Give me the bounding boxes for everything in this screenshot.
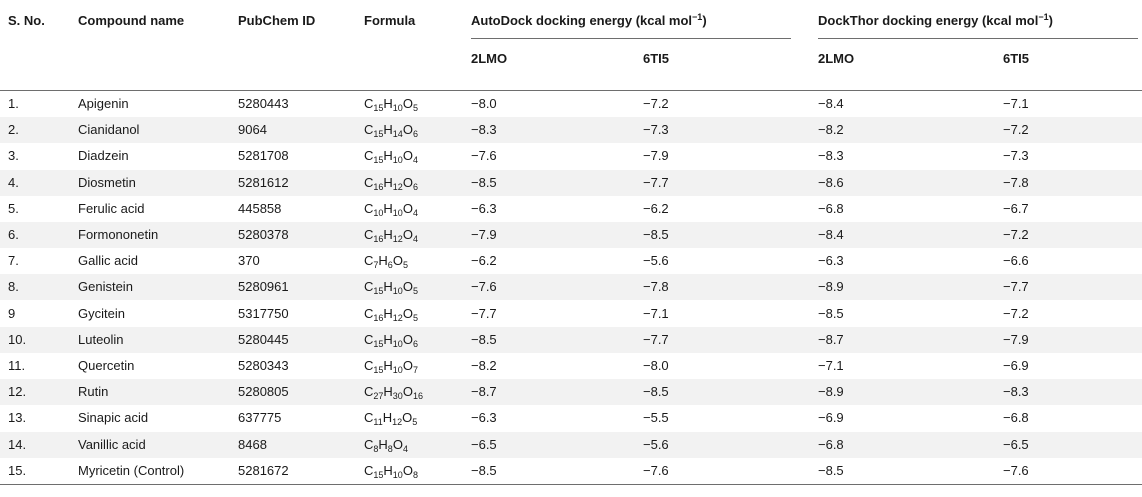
row-sno: 7. — [8, 253, 19, 269]
formula-element: C — [364, 279, 374, 295]
formula-subscript: 16 — [373, 181, 384, 192]
header-pubchem-id: PubChem ID — [238, 13, 316, 28]
row-autodock-6ti5: −7.7 — [643, 174, 669, 190]
formula-subscript: 15 — [373, 469, 384, 480]
formula-subscript: 5 — [412, 312, 418, 323]
row-dockthor-2lmo: −7.1 — [818, 358, 844, 373]
formula-element: H — [383, 174, 393, 190]
row-dockthor-6ti5: −7.7 — [1003, 279, 1029, 295]
row-formula — [364, 252, 408, 269]
formula-element: H — [383, 227, 393, 242]
row-autodock-6ti5: −7.9 — [643, 148, 669, 164]
row-autodock-6ti5: −7.1 — [643, 305, 669, 321]
header-autodock-exponent: −1 — [692, 12, 703, 22]
formula-subscript: 15 — [373, 365, 384, 375]
formula-element: C — [364, 462, 374, 478]
table-row — [0, 143, 1142, 169]
formula-subscript: 11 — [373, 417, 383, 428]
formula-subscript: 6 — [412, 129, 418, 140]
formula-element: C — [364, 174, 374, 190]
row-pubchem-id: 5281672 — [238, 462, 289, 478]
formula-subscript: 6 — [387, 260, 393, 271]
row-compound-name: Vanillic acid — [78, 436, 146, 452]
formula-element: H — [378, 253, 388, 269]
row-pubchem-id: 8468 — [238, 436, 267, 452]
row-autodock-2lmo: −7.6 — [471, 279, 497, 295]
table-row — [0, 117, 1142, 143]
formula-element: H — [383, 462, 393, 478]
row-compound-name: Diadzein — [78, 148, 129, 164]
row-autodock-2lmo: −8.5 — [471, 331, 497, 347]
formula-subscript: 4 — [412, 207, 418, 218]
formula-subscript: 10 — [392, 207, 403, 218]
table-row — [0, 301, 1142, 327]
formula-element: C — [364, 410, 374, 426]
row-formula — [364, 200, 418, 217]
table-row — [0, 91, 1142, 117]
formula-element: C — [364, 148, 374, 164]
row-autodock-6ti5: −8.5 — [643, 227, 669, 242]
formula-subscript: 12 — [392, 417, 403, 428]
row-autodock-6ti5: −7.8 — [643, 279, 669, 295]
header-dockthor-2lmo: 2LMO — [818, 51, 855, 66]
header-dockthor-exponent: −1 — [1038, 12, 1049, 22]
formula-element: O — [402, 384, 413, 400]
formula-element: H — [383, 279, 393, 295]
row-sno: 5. — [8, 200, 19, 216]
row-dockthor-6ti5: −7.2 — [1003, 122, 1029, 138]
row-sno: 4. — [8, 174, 19, 190]
formula-subscript: 27 — [373, 391, 384, 402]
row-dockthor-6ti5: −7.1 — [1003, 96, 1029, 111]
row-sno: 3. — [8, 148, 19, 164]
row-dockthor-2lmo: −6.8 — [818, 436, 844, 452]
row-dockthor-6ti5: −8.3 — [1003, 384, 1029, 400]
row-sno: 8. — [8, 279, 19, 295]
row-autodock-6ti5: −5.5 — [643, 410, 669, 426]
row-compound-name: Luteolin — [78, 331, 124, 347]
row-autodock-2lmo: −8.5 — [471, 174, 497, 190]
formula-element: O — [392, 253, 403, 269]
row-dockthor-6ti5: −6.9 — [1003, 358, 1029, 373]
row-formula — [364, 305, 418, 322]
formula-subscript: 30 — [392, 391, 403, 402]
formula-element: H — [383, 200, 393, 216]
formula-subscript: 8 — [387, 443, 393, 454]
row-compound-name: Gallic acid — [78, 253, 138, 269]
row-formula — [364, 357, 418, 374]
row-autodock-6ti5: −7.3 — [643, 122, 669, 138]
formula-element: H — [383, 384, 393, 400]
row-pubchem-id: 5317750 — [238, 305, 289, 321]
header-autodock-energy — [471, 13, 707, 29]
formula-element: H — [383, 305, 393, 321]
row-autodock-2lmo: −8.7 — [471, 384, 497, 400]
formula-element: O — [402, 462, 413, 478]
row-formula — [364, 383, 423, 400]
row-sno: 10. — [8, 331, 27, 347]
header-dockthor-energy — [818, 13, 1053, 29]
formula-subscript: 8 — [412, 469, 418, 480]
formula-element: C — [364, 331, 374, 347]
row-pubchem-id: 5281708 — [238, 148, 289, 164]
formula-subscript: 12 — [392, 312, 403, 323]
header-autodock-text: AutoDock docking energy (kcal mol — [471, 13, 693, 28]
formula-subscript: 10 — [392, 103, 403, 113]
formula-subscript: 15 — [373, 103, 384, 113]
header-dockthor-close: ) — [1048, 13, 1053, 28]
row-dockthor-2lmo: −8.4 — [818, 96, 844, 111]
formula-element: O — [402, 279, 413, 295]
formula-subscript: 10 — [392, 469, 403, 480]
formula-element: O — [402, 305, 413, 321]
header-dockthor-6ti5: 6TI5 — [1003, 51, 1030, 66]
formula-subscript: 12 — [392, 181, 403, 192]
formula-subscript: 15 — [373, 286, 384, 297]
row-autodock-6ti5: −5.6 — [643, 253, 669, 269]
header-dockthor-text: DockThor docking energy (kcal mol — [818, 13, 1039, 28]
table-row — [0, 379, 1142, 405]
row-sno: 14. — [8, 436, 27, 452]
row-pubchem-id: 637775 — [238, 410, 282, 426]
row-autodock-2lmo: −8.5 — [471, 462, 497, 478]
row-compound-name: Ferulic acid — [78, 200, 145, 216]
formula-element: H — [383, 358, 393, 373]
row-compound-name: Cianidanol — [78, 122, 140, 138]
formula-subscript: 5 — [412, 103, 418, 113]
autodock-group-rule — [471, 38, 791, 39]
formula-subscript: 7 — [373, 260, 379, 271]
formula-element: O — [392, 436, 403, 452]
formula-subscript: 10 — [392, 286, 403, 297]
formula-element: O — [402, 331, 413, 347]
row-sno: 12. — [8, 384, 27, 400]
table-row — [0, 222, 1142, 248]
formula-element: O — [402, 96, 413, 111]
header-autodock-2lmo: 2LMO — [471, 51, 508, 66]
header-autodock-6ti5: 6TI5 — [643, 51, 670, 66]
formula-subscript: 4 — [402, 443, 408, 454]
formula-element: C — [364, 436, 374, 452]
table-bottom-rule — [0, 484, 1142, 485]
formula-subscript: 10 — [392, 365, 403, 375]
formula-subscript: 16 — [412, 391, 423, 402]
row-dockthor-6ti5: −6.6 — [1003, 253, 1029, 269]
row-pubchem-id: 9064 — [238, 122, 267, 138]
formula-subscript: 14 — [392, 129, 403, 140]
formula-element: H — [383, 148, 393, 164]
row-sno: 13. — [8, 410, 27, 426]
row-compound-name: Formononetin — [78, 227, 159, 242]
row-pubchem-id: 370 — [238, 253, 260, 269]
row-pubchem-id: 5280378 — [238, 227, 289, 242]
table-row — [0, 327, 1142, 353]
formula-element: C — [364, 305, 374, 321]
header-sno: S. No. — [8, 13, 45, 28]
row-dockthor-6ti5: −7.3 — [1003, 148, 1029, 164]
table-row — [0, 248, 1142, 274]
formula-element: C — [364, 227, 374, 242]
header-formula: Formula — [364, 13, 416, 28]
row-dockthor-6ti5: −6.7 — [1003, 200, 1029, 216]
table-row — [0, 405, 1142, 431]
row-sno: 6. — [8, 227, 19, 242]
table-row — [0, 458, 1142, 484]
formula-element: O — [402, 122, 413, 138]
row-dockthor-6ti5: −7.2 — [1003, 227, 1029, 242]
formula-subscript: 4 — [412, 234, 418, 244]
row-formula — [364, 462, 418, 479]
formula-element: O — [402, 148, 413, 164]
row-autodock-6ti5: −7.2 — [643, 96, 669, 111]
formula-element: O — [402, 200, 413, 216]
row-compound-name: Rutin — [78, 384, 109, 400]
formula-element: O — [402, 410, 413, 426]
row-autodock-6ti5: −7.7 — [643, 331, 669, 347]
row-dockthor-2lmo: −8.2 — [818, 122, 844, 138]
row-compound-name: Genistein — [78, 279, 133, 295]
row-sno: 15. — [8, 462, 27, 478]
row-dockthor-2lmo: −8.5 — [818, 305, 844, 321]
formula-subscript: 8 — [373, 443, 379, 454]
row-compound-name: Diosmetin — [78, 174, 136, 190]
row-autodock-6ti5: −8.0 — [643, 358, 669, 373]
formula-element: H — [382, 410, 393, 426]
row-autodock-2lmo: −6.3 — [471, 410, 497, 426]
formula-element: H — [383, 331, 393, 347]
row-dockthor-2lmo: −6.8 — [818, 200, 844, 216]
row-dockthor-6ti5: −6.5 — [1003, 436, 1029, 452]
row-autodock-2lmo: −8.0 — [471, 96, 497, 111]
row-dockthor-2lmo: −8.9 — [818, 384, 844, 400]
row-autodock-2lmo: −7.6 — [471, 148, 497, 164]
header-autodock-close: ) — [702, 13, 707, 28]
formula-element: C — [364, 200, 374, 216]
formula-element: H — [383, 96, 393, 111]
row-autodock-6ti5: −8.5 — [643, 384, 669, 400]
row-dockthor-2lmo: −8.5 — [818, 462, 844, 478]
formula-element: C — [364, 96, 374, 111]
row-dockthor-2lmo: −6.3 — [818, 253, 844, 269]
table-row — [0, 274, 1142, 300]
row-pubchem-id: 5280805 — [238, 384, 289, 400]
table-row — [0, 353, 1142, 379]
row-dockthor-2lmo: −6.9 — [818, 410, 844, 426]
row-autodock-2lmo: −6.3 — [471, 200, 497, 216]
row-sno: 1. — [8, 96, 19, 111]
row-autodock-6ti5: −5.6 — [643, 436, 669, 452]
row-formula — [364, 147, 418, 164]
row-formula — [364, 409, 417, 426]
row-compound-name: Quercetin — [78, 358, 135, 373]
formula-element: H — [378, 436, 388, 452]
row-formula — [364, 331, 418, 348]
row-dockthor-2lmo: −8.9 — [818, 279, 844, 295]
formula-subscript: 5 — [412, 286, 418, 297]
row-sno: 11. — [8, 358, 26, 373]
header-compound-name: Compound name — [78, 13, 185, 28]
row-sno: 9 — [8, 305, 16, 321]
row-formula — [364, 226, 418, 243]
row-autodock-2lmo: −6.2 — [471, 253, 497, 269]
row-sno: 2. — [8, 122, 19, 138]
row-autodock-2lmo: −8.2 — [471, 358, 497, 373]
row-autodock-2lmo: −7.9 — [471, 227, 497, 242]
formula-subscript: 6 — [412, 181, 418, 192]
row-pubchem-id: 5280443 — [238, 96, 289, 111]
table-row — [0, 432, 1142, 458]
row-dockthor-2lmo: −8.7 — [818, 331, 844, 347]
formula-subscript: 10 — [373, 207, 384, 218]
table-row — [0, 170, 1142, 196]
row-pubchem-id: 5280961 — [238, 279, 289, 295]
formula-subscript: 10 — [392, 155, 403, 166]
row-pubchem-id: 445858 — [238, 200, 282, 216]
row-formula — [364, 436, 408, 453]
formula-element: H — [383, 122, 393, 138]
row-dockthor-6ti5: −7.2 — [1003, 305, 1029, 321]
row-dockthor-2lmo: −8.6 — [818, 174, 844, 190]
row-autodock-6ti5: −6.2 — [643, 200, 669, 216]
row-formula — [364, 121, 418, 138]
row-autodock-2lmo: −6.5 — [471, 436, 497, 452]
formula-element: C — [364, 384, 374, 400]
row-dockthor-6ti5: −6.8 — [1003, 410, 1029, 426]
row-formula — [364, 174, 418, 191]
formula-subscript: 16 — [373, 234, 384, 244]
row-compound-name: Myricetin (Control) — [78, 462, 185, 478]
formula-element: C — [364, 358, 374, 373]
formula-subscript: 5 — [402, 260, 408, 271]
row-autodock-2lmo: −7.7 — [471, 305, 497, 321]
formula-subscript: 16 — [373, 312, 384, 323]
row-dockthor-2lmo: −8.4 — [818, 227, 844, 242]
row-dockthor-6ti5: −7.6 — [1003, 462, 1029, 478]
formula-element: C — [364, 122, 374, 138]
table-row — [0, 196, 1142, 222]
formula-subscript: 15 — [373, 129, 384, 140]
formula-subscript: 15 — [373, 338, 384, 349]
row-formula — [364, 95, 418, 112]
row-compound-name: Gycitein — [78, 305, 125, 321]
row-dockthor-2lmo: −8.3 — [818, 148, 844, 164]
formula-subscript: 7 — [412, 365, 418, 375]
formula-subscript: 15 — [373, 155, 384, 166]
row-pubchem-id: 5280343 — [238, 358, 289, 373]
row-pubchem-id: 5280445 — [238, 331, 289, 347]
row-compound-name: Apigenin — [78, 96, 129, 111]
formula-subscript: 4 — [412, 155, 418, 166]
row-dockthor-6ti5: −7.9 — [1003, 331, 1029, 347]
formula-element: O — [402, 358, 413, 373]
row-formula — [364, 278, 418, 295]
formula-subscript: 10 — [392, 338, 403, 349]
row-autodock-6ti5: −7.6 — [643, 462, 669, 478]
formula-subscript: 12 — [392, 234, 403, 244]
formula-element: C — [364, 253, 374, 269]
formula-subscript: 5 — [412, 417, 418, 428]
row-autodock-2lmo: −8.3 — [471, 122, 497, 138]
row-compound-name: Sinapic acid — [78, 410, 149, 426]
dockthor-group-rule — [818, 38, 1138, 39]
formula-element: O — [402, 174, 413, 190]
formula-element: O — [402, 227, 413, 242]
formula-subscript: 6 — [412, 338, 418, 349]
row-pubchem-id: 5281612 — [238, 174, 289, 190]
row-dockthor-6ti5: −7.8 — [1003, 174, 1029, 190]
